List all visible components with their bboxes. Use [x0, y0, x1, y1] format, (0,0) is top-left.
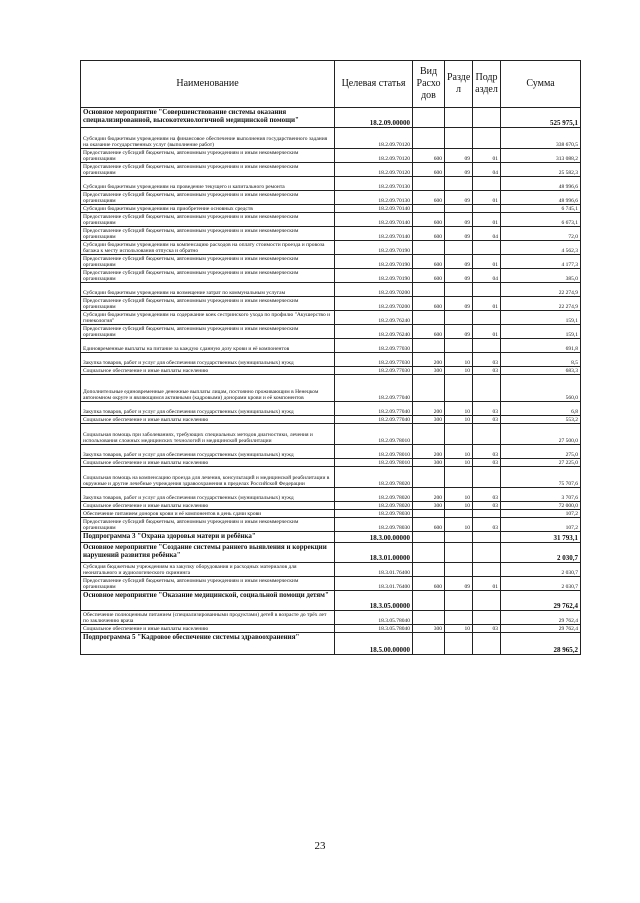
table-row — [81, 577, 581, 591]
table-row — [81, 611, 581, 625]
row-name: Единовременные выплаты на питание за каждую сданную дозу крови и её компонентов — [81, 339, 335, 353]
row-sum: 8,5 — [501, 353, 581, 367]
table-row — [81, 424, 581, 445]
row-expense-type — [413, 128, 445, 149]
row-name: Основное мероприятие "Оказание медицинской, социальной помощи детям" — [81, 591, 335, 611]
row-subsection — [473, 611, 501, 625]
row-name: Социальное обеспечение и иные выплаты населению — [81, 459, 335, 467]
row-section: 09 — [445, 227, 473, 241]
row-expense-type: 600 — [413, 325, 445, 339]
table-row — [81, 163, 581, 177]
row-section: 09 — [445, 149, 473, 163]
row-sum: 313 088,2 — [501, 149, 581, 163]
row-expense-type: 200 — [413, 445, 445, 459]
row-name: Субсидии бюджетным учреждениям на компенсацию расходов на оплату стоимости проезда и провоза багажа к месту использования отпуска и обратно — [81, 241, 335, 255]
row-expense-type — [413, 205, 445, 213]
row-section — [445, 177, 473, 191]
table-row — [81, 283, 581, 297]
page-number: 23 — [314, 840, 326, 852]
row-expense-type: 300 — [413, 459, 445, 467]
table-row — [81, 367, 581, 375]
row-section — [445, 128, 473, 149]
row-sum: 3 707,6 — [501, 488, 581, 502]
row-name: Субсидии бюджетным учреждениям на возмещение затрат по коммунальным услугам — [81, 283, 335, 297]
row-sum: 107,2 — [501, 510, 581, 518]
row-sum: 29 762,4 — [501, 625, 581, 633]
row-code: 18.2.09.78010 — [335, 445, 413, 459]
row-sum: 691,8 — [501, 339, 581, 353]
table-row — [81, 543, 581, 563]
row-sum: 75 707,6 — [501, 467, 581, 488]
row-section — [445, 311, 473, 325]
row-code: 18.2.09.78020 — [335, 488, 413, 502]
row-subsection: 01 — [473, 149, 501, 163]
row-subsection: 03 — [473, 502, 501, 510]
row-subsection — [473, 532, 501, 543]
row-subsection: 03 — [473, 402, 501, 416]
row-subsection — [473, 424, 501, 445]
row-subsection: 01 — [473, 297, 501, 311]
row-section: 10 — [445, 402, 473, 416]
row-section: 10 — [445, 416, 473, 424]
row-expense-type: 600 — [413, 577, 445, 591]
row-code: 18.3.01.00000 — [335, 543, 413, 563]
table-row — [81, 227, 581, 241]
row-section — [445, 591, 473, 611]
table-header-row — [81, 61, 581, 108]
row-section: 09 — [445, 163, 473, 177]
row-subsection: 03 — [473, 353, 501, 367]
row-subsection: 03 — [473, 488, 501, 502]
row-subsection — [473, 467, 501, 488]
row-subsection — [473, 311, 501, 325]
row-section — [445, 532, 473, 543]
row-name: Обеспечение полноценным питанием (специализированными продуктами) детей в возрасте до трёх лет по заключению врача — [81, 611, 335, 625]
row-code: 18.2.09.77030 — [335, 367, 413, 375]
row-sum: 27 500,0 — [501, 424, 581, 445]
row-section — [445, 543, 473, 563]
row-expense-type — [413, 510, 445, 518]
row-sum: 6 673,1 — [501, 213, 581, 227]
row-name: Предоставление субсидий бюджетным, автономным учреждениям и иным некоммерческим организациям — [81, 269, 335, 283]
table-row — [81, 532, 581, 543]
row-section: 09 — [445, 325, 473, 339]
row-expense-type — [413, 611, 445, 625]
row-sum: 159,1 — [501, 311, 581, 325]
table-row — [81, 445, 581, 459]
table-row — [81, 591, 581, 611]
row-sum: 2 030,7 — [501, 543, 581, 563]
row-subsection: 03 — [473, 518, 501, 532]
row-sum: 27 225,0 — [501, 459, 581, 467]
row-subsection — [473, 108, 501, 128]
row-subsection — [473, 177, 501, 191]
row-section: 09 — [445, 191, 473, 205]
row-sum: 159,1 — [501, 325, 581, 339]
row-code: 18.2.09.70120 — [335, 149, 413, 163]
row-name: Подпрограмма 3 "Охрана здоровья матери и ребёнка" — [81, 532, 335, 543]
row-expense-type: 600 — [413, 297, 445, 311]
row-expense-type — [413, 283, 445, 297]
row-name: Субсидии бюджетным учреждениям на приобретение основных средств — [81, 205, 335, 213]
row-name: Социальная помощь на компенсацию проезда для лечения, консультаций и медицинской реабилитации в окружные и другие лечебные учреждения здравоохранения в пределах Российской Федерации — [81, 467, 335, 488]
row-section — [445, 283, 473, 297]
row-sum: 29 762,4 — [501, 611, 581, 625]
row-subsection: 03 — [473, 625, 501, 633]
row-name: Основное мероприятие "Создание системы раннего выявления и коррекции нарушений развития ребёнка" — [81, 543, 335, 563]
row-code: 18.2.09.70190 — [335, 241, 413, 255]
row-subsection — [473, 633, 501, 655]
row-subsection — [473, 283, 501, 297]
row-expense-type: 300 — [413, 502, 445, 510]
row-subsection: 04 — [473, 269, 501, 283]
table-row — [81, 149, 581, 163]
table-row — [81, 416, 581, 424]
row-code: 18.2.09.70190 — [335, 269, 413, 283]
row-subsection: 04 — [473, 227, 501, 241]
row-sum: 29 762,4 — [501, 591, 581, 611]
row-section — [445, 241, 473, 255]
row-code: 18.2.09.77030 — [335, 339, 413, 353]
row-section — [445, 339, 473, 353]
row-expense-type: 200 — [413, 402, 445, 416]
table-row — [81, 205, 581, 213]
row-name: Дополнительные единовременные денежные выплаты лицам, постоянно проживающим в Ненецком автономном округе и являющимся активными (кадровыми) донорами крови и её компонентов — [81, 375, 335, 402]
row-code: 18.2.09.76240 — [335, 325, 413, 339]
row-sum: 275,0 — [501, 445, 581, 459]
row-name: Подпрограмма 5 "Кадровое обеспечение системы здравоохранения" — [81, 633, 335, 655]
row-expense-type: 300 — [413, 367, 445, 375]
row-expense-type: 300 — [413, 416, 445, 424]
row-sum: 6 745,1 — [501, 205, 581, 213]
row-sum: 2 030,7 — [501, 563, 581, 577]
table-row — [81, 128, 581, 149]
row-name: Предоставление субсидий бюджетным, автономным учреждениям и иным некоммерческим организациям — [81, 518, 335, 532]
header-expense-type: Вид Расхо дов — [413, 61, 445, 108]
row-expense-type — [413, 467, 445, 488]
row-sum: 72 000,0 — [501, 502, 581, 510]
row-subsection: 03 — [473, 367, 501, 375]
table-row — [81, 108, 581, 128]
row-subsection: 01 — [473, 213, 501, 227]
row-code: 18.3.00.00000 — [335, 532, 413, 543]
table-row — [81, 633, 581, 655]
table-row — [81, 353, 581, 367]
table-row — [81, 488, 581, 502]
table-row — [81, 518, 581, 532]
row-section: 10 — [445, 445, 473, 459]
row-section — [445, 611, 473, 625]
row-subsection: 01 — [473, 191, 501, 205]
row-subsection — [473, 591, 501, 611]
row-name: Основное мероприятие "Совершенствование системы оказания специализированной, высокотехнологичной медицинской помощи" — [81, 108, 335, 128]
row-name: Социальное обеспечение и иные выплаты населению — [81, 502, 335, 510]
row-expense-type: 600 — [413, 227, 445, 241]
table-row — [81, 375, 581, 402]
row-expense-type — [413, 241, 445, 255]
row-code: 18.2.09.70140 — [335, 227, 413, 241]
table-row — [81, 510, 581, 518]
row-code: 18.2.09.00000 — [335, 108, 413, 128]
row-name: Социальное обеспечение и иные выплаты населению — [81, 416, 335, 424]
table-row — [81, 191, 581, 205]
row-code: 18.5.00.00000 — [335, 633, 413, 655]
table-row — [81, 502, 581, 510]
row-subsection — [473, 510, 501, 518]
row-section: 09 — [445, 255, 473, 269]
row-sum: 683,3 — [501, 367, 581, 375]
row-sum: 553,2 — [501, 416, 581, 424]
row-sum: 4 562,3 — [501, 241, 581, 255]
row-subsection — [473, 375, 501, 402]
row-section: 10 — [445, 502, 473, 510]
row-code: 18.2.09.77040 — [335, 375, 413, 402]
row-code: 18.2.09.78020 — [335, 467, 413, 488]
row-code: 18.2.09.70200 — [335, 283, 413, 297]
row-sum: 28 965,2 — [501, 633, 581, 655]
header-section: Разде л — [445, 61, 473, 108]
row-expense-type — [413, 543, 445, 563]
row-name: Предоставление субсидий бюджетным, автономным учреждениям и иным некоммерческим организациям — [81, 149, 335, 163]
row-code: 18.2.09.78020 — [335, 502, 413, 510]
row-name: Предоставление субсидий бюджетным, автономным учреждениям и иным некоммерческим организациям — [81, 191, 335, 205]
header-subsection: Подр аздел — [473, 61, 501, 108]
header-name: Наименование — [81, 61, 335, 108]
row-section — [445, 563, 473, 577]
row-subsection — [473, 543, 501, 563]
table-row — [81, 339, 581, 353]
row-section — [445, 205, 473, 213]
row-expense-type — [413, 633, 445, 655]
row-sum: 2 030,7 — [501, 577, 581, 591]
row-sum: 48 996,6 — [501, 191, 581, 205]
row-section — [445, 375, 473, 402]
row-expense-type: 600 — [413, 255, 445, 269]
row-code: 18.2.09.70120 — [335, 128, 413, 149]
row-name: Социальное обеспечение и иные выплаты населению — [81, 367, 335, 375]
table-row — [81, 625, 581, 633]
row-expense-type: 600 — [413, 191, 445, 205]
row-name: Предоставление субсидий бюджетным, автономным учреждениям и иным некоммерческим организациям — [81, 227, 335, 241]
row-subsection: 01 — [473, 577, 501, 591]
row-name: Закупка товаров, работ и услуг для обеспечения государственных (муниципальных) нужд — [81, 445, 335, 459]
row-section — [445, 108, 473, 128]
row-code: 18.2.09.78010 — [335, 424, 413, 445]
row-sum: 525 975,1 — [501, 108, 581, 128]
row-subsection — [473, 241, 501, 255]
row-name: Предоставление субсидий бюджетным, автономным учреждениям и иным некоммерческим организациям — [81, 163, 335, 177]
row-code: 18.2.09.70140 — [335, 213, 413, 227]
row-expense-type: 600 — [413, 269, 445, 283]
row-code: 18.2.09.77030 — [335, 353, 413, 367]
row-code: 18.2.09.70130 — [335, 177, 413, 191]
table-row — [81, 213, 581, 227]
row-code: 18.3.05.00000 — [335, 591, 413, 611]
row-sum: 560,0 — [501, 375, 581, 402]
row-code: 18.2.09.76240 — [335, 311, 413, 325]
row-expense-type: 600 — [413, 213, 445, 227]
row-expense-type — [413, 424, 445, 445]
row-sum: 4 177,3 — [501, 255, 581, 269]
row-expense-type — [413, 591, 445, 611]
row-section: 10 — [445, 367, 473, 375]
row-subsection — [473, 205, 501, 213]
row-section: 09 — [445, 213, 473, 227]
row-name: Социальное обеспечение и иные выплаты населению — [81, 625, 335, 633]
row-expense-type — [413, 311, 445, 325]
row-section: 09 — [445, 577, 473, 591]
row-code: 18.2.09.78010 — [335, 459, 413, 467]
row-subsection: 03 — [473, 416, 501, 424]
row-section: 10 — [445, 459, 473, 467]
row-expense-type — [413, 177, 445, 191]
row-sum: 22 274,9 — [501, 283, 581, 297]
row-sum: 31 793,1 — [501, 532, 581, 543]
row-subsection — [473, 563, 501, 577]
row-subsection: 01 — [473, 325, 501, 339]
row-expense-type — [413, 339, 445, 353]
row-code: 18.3.01.76400 — [335, 577, 413, 591]
row-sum: 48 996,6 — [501, 177, 581, 191]
row-expense-type — [413, 563, 445, 577]
row-expense-type: 600 — [413, 518, 445, 532]
row-name: Субсидия бюджетным учреждениям на закупку оборудования и расходных материалов для неонатального и аудиологического скрининга — [81, 563, 335, 577]
row-subsection: 03 — [473, 459, 501, 467]
row-expense-type — [413, 108, 445, 128]
row-code: 18.2.09.78030 — [335, 518, 413, 532]
table-row — [81, 402, 581, 416]
row-expense-type: 600 — [413, 163, 445, 177]
row-sum: 72,0 — [501, 227, 581, 241]
row-name: Предоставление субсидий бюджетным, автономным учреждениям и иным некоммерческим организациям — [81, 577, 335, 591]
row-name: Субсидии бюджетным учреждениям на содержание коек сестринского ухода по профилю "Акушерство и гинекология" — [81, 311, 335, 325]
row-subsection: 03 — [473, 445, 501, 459]
row-section: 10 — [445, 625, 473, 633]
row-code: 18.2.09.70120 — [335, 163, 413, 177]
row-code: 18.2.09.77040 — [335, 416, 413, 424]
row-expense-type — [413, 375, 445, 402]
row-name: Предоставление субсидий бюджетным, автономным учреждениям и иным некоммерческим организациям — [81, 213, 335, 227]
row-code: 18.2.09.77040 — [335, 402, 413, 416]
row-code: 18.2.09.70200 — [335, 297, 413, 311]
row-name: Закупка товаров, работ и услуг для обеспечения государственных (муниципальных) нужд — [81, 402, 335, 416]
row-code: 18.3.05.78040 — [335, 625, 413, 633]
row-name: Закупка товаров, работ и услуг для обеспечения государственных (муниципальных) нужд — [81, 353, 335, 367]
row-subsection: 04 — [473, 163, 501, 177]
row-name: Обеспечение питанием доноров крови и её компонентов в день сдачи крови — [81, 510, 335, 518]
header-code: Целевая статья — [335, 61, 413, 108]
row-section: 10 — [445, 518, 473, 532]
row-sum: 25 582,3 — [501, 163, 581, 177]
row-section: 10 — [445, 488, 473, 502]
row-expense-type: 600 — [413, 149, 445, 163]
table-row — [81, 311, 581, 325]
row-section — [445, 467, 473, 488]
row-expense-type — [413, 532, 445, 543]
row-code: 18.3.05.78040 — [335, 611, 413, 625]
row-subsection — [473, 339, 501, 353]
table-row — [81, 241, 581, 255]
row-code: 18.2.09.78030 — [335, 510, 413, 518]
row-section: 09 — [445, 269, 473, 283]
table-row — [81, 459, 581, 467]
row-code: 18.2.09.70130 — [335, 191, 413, 205]
row-sum: 107,2 — [501, 518, 581, 532]
row-name: Предоставление субсидий бюджетным, автономным учреждениям и иным некоммерческим организациям — [81, 297, 335, 311]
table-row — [81, 297, 581, 311]
row-expense-type: 200 — [413, 353, 445, 367]
row-name: Социальная помощь при заболеваниях, требующих специальных методов диагностики, лечения и использования сложных медицинских технологий и медицинской реабилитации — [81, 424, 335, 445]
header-sum: Сумма — [501, 61, 581, 108]
row-code: 18.2.09.70140 — [335, 205, 413, 213]
row-section: 09 — [445, 297, 473, 311]
row-subsection: 01 — [473, 255, 501, 269]
table-row — [81, 255, 581, 269]
row-sum: 385,0 — [501, 269, 581, 283]
row-section — [445, 633, 473, 655]
table-row — [81, 325, 581, 339]
row-name: Предоставление субсидий бюджетным, автономным учреждениям и иным некоммерческим организациям — [81, 325, 335, 339]
row-section: 10 — [445, 353, 473, 367]
row-code: 18.2.09.70190 — [335, 255, 413, 269]
row-name: Предоставление субсидий бюджетным, автономным учреждениям и иным некоммерческим организациям — [81, 255, 335, 269]
table-row — [81, 269, 581, 283]
row-subsection — [473, 128, 501, 149]
table-row — [81, 563, 581, 577]
table-row — [81, 467, 581, 488]
row-name: Субсидии бюджетным учреждениям на финансовое обеспечение выполнения государственного задания на оказание государственных услуг (выполнение работ) — [81, 128, 335, 149]
row-name: Закупка товаров, работ и услуг для обеспечения государственных (муниципальных) нужд — [81, 488, 335, 502]
row-sum: 338 670,5 — [501, 128, 581, 149]
row-code: 18.3.01.76400 — [335, 563, 413, 577]
row-expense-type: 300 — [413, 625, 445, 633]
row-section — [445, 424, 473, 445]
budget-table — [80, 60, 581, 655]
row-sum: 22 274,9 — [501, 297, 581, 311]
row-expense-type: 200 — [413, 488, 445, 502]
row-sum: 6,8 — [501, 402, 581, 416]
table-body — [81, 108, 581, 655]
table-row — [81, 177, 581, 191]
row-name: Субсидии бюджетным учреждениям на проведение текущего и капитального ремонта — [81, 177, 335, 191]
row-section — [445, 510, 473, 518]
